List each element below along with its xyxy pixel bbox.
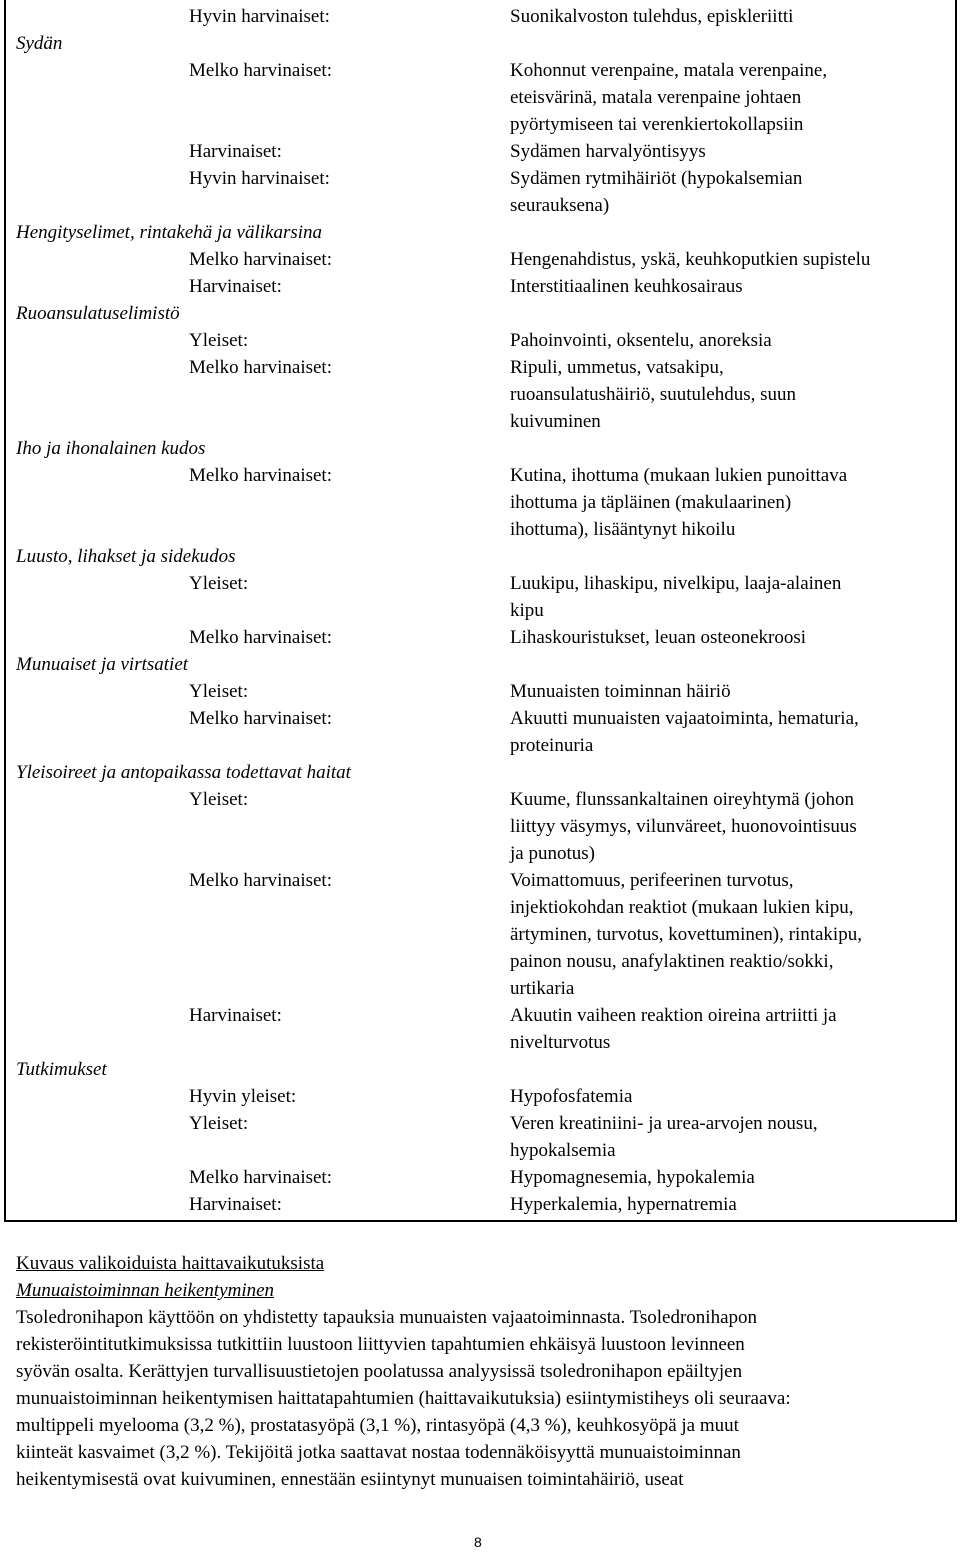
paragraph-line: syövän osalta. Kerättyjen turvallisuustietojen poolatussa analyysissä tsoledronihapon epäiltyjen (16, 1361, 743, 1382)
effect-text: Kohonnut verenpaine, matala verenpaine, (510, 60, 828, 81)
section-label: Tutkimukset (16, 1059, 107, 1080)
frequency-label: Yleiset: (189, 789, 249, 810)
effect-text: Akuutti munuaisten vajaatoiminta, hematuria, (510, 708, 859, 729)
effect-text: Hyperkalemia, hypernatremia (510, 1194, 737, 1215)
effect-text: Sydämen harvalyöntisyys (510, 141, 706, 162)
section-label: Munuaiset ja virtsatiet (16, 654, 189, 675)
effect-text: Hypomagnesemia, hypokalemia (510, 1167, 755, 1188)
paragraph-line: Tsoledronihapon käyttöön on yhdistetty tapauksia munuaisten vajaatoiminnasta. Tsoledronihapon (16, 1307, 758, 1328)
frequency-label: Melko harvinaiset: (189, 1167, 332, 1188)
frequency-label: Melko harvinaiset: (189, 627, 332, 648)
paragraph-line: multippeli myelooma (3,2 %), prostatasyöpä (3,1 %), rintasyöpä (4,3 %), keuhkosyöpä ja muut (16, 1415, 739, 1436)
frequency-label: Hyvin harvinaiset: (189, 168, 330, 189)
effect-text: Kuume, flunssankaltainen oireyhtymä (johon (510, 789, 855, 810)
effect-text: Kutina, ihottuma (mukaan lukien punoittava (510, 465, 848, 486)
paragraph-line: kiinteät kasvaimet (3,2 %). Tekijöitä jotka saattavat nostaa todennäköisyyttä munuaistoiminnan (16, 1442, 741, 1463)
section-label: Sydän (16, 33, 63, 54)
effect-text: eteisvärinä, matala verenpaine johtaen (510, 87, 802, 108)
effect-text: kipu (510, 600, 544, 621)
section-heading: Kuvaus valikoiduista haittavaikutuksista (16, 1253, 325, 1274)
effect-text: Akuutin vaiheen reaktion oireina artriitti ja (510, 1005, 837, 1026)
frequency-label: Melko harvinaiset: (189, 357, 332, 378)
effect-text: Suonikalvoston tulehdus, episkleriitti (510, 6, 794, 27)
frequency-label: Harvinaiset: (189, 1005, 282, 1026)
section-label: Ruoansulatuselimistö (16, 303, 180, 324)
frequency-label: Harvinaiset: (189, 1194, 282, 1215)
effect-text: Voimattomuus, perifeerinen turvotus, (510, 870, 794, 891)
frequency-label: Melko harvinaiset: (189, 870, 332, 891)
effect-text: pyörtymiseen tai verenkiertokollapsiin (510, 114, 804, 135)
effect-text: proteinuria (510, 735, 594, 756)
effect-text: hypokalsemia (510, 1140, 616, 1161)
adverse-effects-table (4, 0, 957, 1222)
frequency-label: Hyvin harvinaiset: (189, 6, 330, 27)
effect-text: Hengenahdistus, yskä, keuhkoputkien supistelu (510, 249, 871, 270)
section-subheading: Munuaistoiminnan heikentyminen (16, 1280, 275, 1301)
frequency-label: Harvinaiset: (189, 276, 282, 297)
effect-text: Luukipu, lihaskipu, nivelkipu, laaja-alainen (510, 573, 842, 594)
frequency-label: Yleiset: (189, 330, 249, 351)
effect-text: Munuaisten toiminnan häiriö (510, 681, 731, 702)
effect-text: Pahoinvointi, oksentelu, anoreksia (510, 330, 772, 351)
frequency-label: Melko harvinaiset: (189, 465, 332, 486)
effect-text: kuivuminen (510, 411, 601, 432)
paragraph-line: heikentymisestä ovat kuivuminen, ennestään esiintynyt munuaisen toimintahäiriö, useat (16, 1469, 684, 1490)
page-number: 8 (474, 1534, 482, 1550)
frequency-label: Yleiset: (189, 573, 249, 594)
paragraph-line: munuaistoiminnan heikentymisen haittatapahtumien (haittavaikutuksia) esiintymistiheys oli seuraava: (16, 1388, 791, 1409)
effect-text: nivelturvotus (510, 1032, 611, 1053)
frequency-label: Hyvin yleiset: (189, 1086, 297, 1107)
section-label: Hengityselimet, rintakehä ja välikarsina (16, 222, 323, 243)
effect-text: seurauksena) (510, 195, 610, 216)
frequency-label: Melko harvinaiset: (189, 60, 332, 81)
effect-text: Lihaskouristukset, leuan osteonekroosi (510, 627, 807, 648)
effect-text: ärtyminen, turvotus, kovettuminen), rintakipu, (510, 924, 862, 945)
section-label: Luusto, lihakset ja sidekudos (16, 546, 236, 567)
section-label: Yleisoireet ja antopaikassa todettavat haitat (16, 762, 351, 783)
effect-text: Hypofosfatemia (510, 1086, 633, 1107)
frequency-label: Yleiset: (189, 681, 249, 702)
frequency-label: Yleiset: (189, 1113, 249, 1134)
effect-text: liittyy väsymys, vilunväreet, huonovointisuus (510, 816, 857, 837)
paragraph-line: rekisteröintitutkimuksissa tutkittiin luustoon liittyvien tapahtumien ehkäisyä luustoon levinneen (16, 1334, 745, 1355)
frequency-label: Harvinaiset: (189, 141, 282, 162)
effect-text: ihottuma ja täpläinen (makulaarinen) (510, 492, 792, 513)
effect-text: Ripuli, ummetus, vatsakipu, (510, 357, 724, 378)
effect-text: painon nousu, anafylaktinen reaktio/sokki, (510, 951, 834, 972)
frequency-label: Melko harvinaiset: (189, 708, 332, 729)
effect-text: Interstitiaalinen keuhkosairaus (510, 276, 743, 297)
effect-text: ja punotus) (510, 843, 595, 864)
effect-text: Veren kreatiniini- ja urea-arvojen nousu, (510, 1113, 818, 1134)
effect-text: injektiokohdan reaktiot (mukaan lukien kipu, (510, 897, 854, 918)
frequency-label: Melko harvinaiset: (189, 249, 332, 270)
effect-text: Sydämen rytmihäiriöt (hypokalsemian (510, 168, 803, 189)
effect-text: ruoansulatushäiriö, suutulehdus, suun (510, 384, 797, 405)
effect-text: ihottuma), lisääntynyt hikoilu (510, 519, 736, 540)
section-label: Iho ja ihonalainen kudos (16, 438, 206, 459)
effect-text: urtikaria (510, 978, 575, 999)
